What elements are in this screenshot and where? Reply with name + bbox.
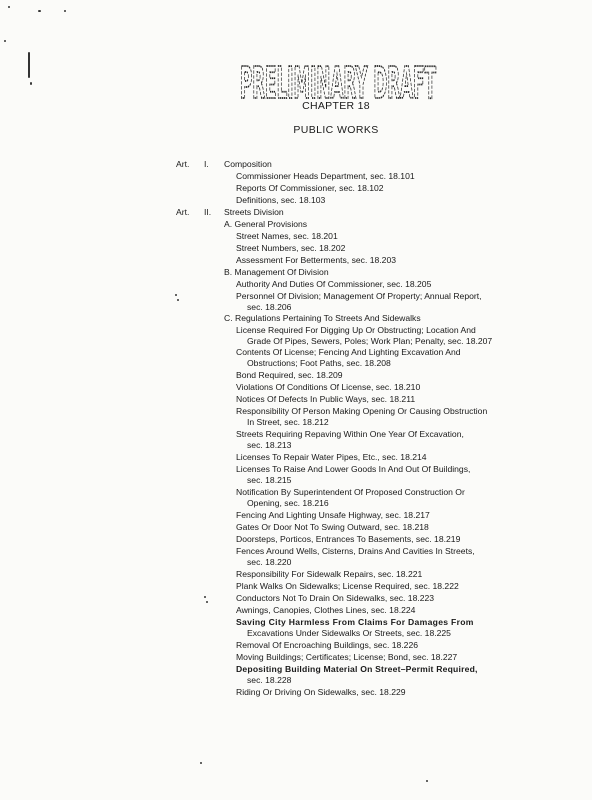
toc-entry: Commissioner Heads Department, sec. 18.101	[236, 171, 415, 181]
toc-entry: Fences Around Wells, Cisterns, Drains And Cavities In Streets,	[236, 546, 475, 556]
article-title: Composition	[224, 159, 272, 169]
toc-entry: Awnings, Canopies, Clothes Lines, sec. 18.224	[236, 605, 416, 615]
section-heading: C. Regulations Pertaining To Streets And Sidewalks	[224, 313, 421, 323]
toc-entry: Street Names, sec. 18.201	[236, 231, 338, 241]
scan-speck	[4, 40, 6, 42]
toc-entry: Street Numbers, sec. 18.202	[236, 243, 346, 253]
toc-entry: Assessment For Betterments, sec. 18.203	[236, 255, 397, 265]
article-label: Art.	[176, 207, 190, 217]
toc-entry: Depositing Building Material On Street–Permit Required,	[236, 664, 478, 674]
toc-entry: Doorsteps, Porticos, Entrances To Basements, sec. 18.219	[236, 534, 461, 544]
toc-entry-continued: Opening, sec. 18.216	[247, 498, 329, 508]
toc-entry: Reports Of Commissioner, sec. 18.102	[236, 183, 384, 193]
toc-entry-continued: In Street, sec. 18.212	[247, 417, 329, 427]
toc-entry-continued: Obstructions; Foot Paths, sec. 18.208	[247, 358, 391, 368]
toc-entry: Saving City Harmless From Claims For Damages From	[236, 617, 474, 627]
chapter-label: CHAPTER 18	[302, 100, 370, 112]
toc-entry: Authority And Duties Of Commissioner, sec. 18.205	[236, 279, 432, 289]
section-heading: A. General Provisions	[224, 219, 308, 229]
toc-entry: Plank Walks On Sidewalks; License Required, sec. 18.222	[236, 581, 459, 591]
toc-entry: Moving Buildings; Certificates; License; Bond, sec. 18.227	[236, 652, 458, 662]
toc-entry-continued: sec. 18.213	[247, 440, 292, 450]
chapter-title-text: PUBLIC WORKS	[293, 124, 379, 136]
article-number: II.	[204, 207, 212, 217]
section-heading: B. Management Of Division	[224, 267, 329, 277]
scan-speck	[206, 601, 208, 603]
scan-speck	[30, 82, 32, 85]
toc-entry: Responsibility Of Person Making Opening Or Causing Obstruction	[236, 406, 488, 416]
toc-entry: Definitions, sec. 18.103	[236, 195, 326, 205]
article-title: Streets Division	[224, 207, 284, 217]
toc-entry-continued: sec. 18.206	[247, 302, 292, 312]
article-number: I.	[204, 159, 209, 169]
toc-entry: Conductors Not To Drain On Sidewalks, sec. 18.223	[236, 593, 435, 603]
toc-entry: Violations Of Conditions Of License, sec. 18.210	[236, 382, 421, 392]
toc-entry: Notices Of Defects In Public Ways, sec. 18.211	[236, 394, 416, 404]
toc-entry: Responsibility For Sidewalk Repairs, sec. 18.221	[236, 569, 423, 579]
toc-entry: Contents Of License; Fencing And Lighting Excavation And	[236, 347, 461, 357]
scan-speck	[200, 762, 202, 764]
toc-entry: Streets Requiring Repaving Within One Year Of Excavation,	[236, 429, 464, 439]
scan-speck	[28, 52, 30, 78]
scan-speck	[426, 780, 428, 782]
scan-speck	[8, 6, 10, 8]
toc-entry-continued: sec. 18.215	[247, 475, 292, 485]
toc-entry: Gates Or Door Not To Swing Outward, sec. 18.218	[236, 522, 429, 532]
toc-entry: Removal Of Encroaching Buildings, sec. 18.226	[236, 640, 419, 650]
toc-entry: Bond Required, sec. 18.209	[236, 370, 343, 380]
article-label: Art.	[176, 159, 190, 169]
toc-entry: Licenses To Repair Water Pipes, Etc., sec. 18.214	[236, 452, 427, 462]
toc-entry-continued: sec. 18.220	[247, 557, 292, 567]
stamp-text: PRELIMINARY DRAFT	[239, 57, 437, 102]
scan-speck	[175, 294, 177, 296]
scan-speck	[177, 299, 179, 301]
toc-entry-continued: sec. 18.228	[247, 675, 292, 685]
toc-entry: Riding Or Driving On Sidewalks, sec. 18.229	[236, 687, 406, 697]
toc-entry: Fencing And Lighting Unsafe Highway, sec. 18.217	[236, 510, 430, 520]
scan-speck	[64, 10, 66, 12]
toc-entry: Notification By Superintendent Of Proposed Construction Or	[236, 487, 465, 497]
toc-entry: Personnel Of Division; Management Of Property; Annual Report,	[236, 291, 482, 301]
toc-entry-continued: Excavations Under Sidewalks Or Streets, sec. 18.225	[247, 628, 451, 638]
toc-entry: Licenses To Raise And Lower Goods In And Out Of Buildings,	[236, 464, 471, 474]
scan-speck	[204, 596, 206, 598]
scan-speck	[38, 10, 41, 12]
toc-entry: License Required For Digging Up Or Obstructing; Location And	[236, 325, 476, 335]
toc-entry-continued: Grade Of Pipes, Sewers, Poles; Work Plan; Penalty, sec. 18.207	[247, 336, 493, 346]
